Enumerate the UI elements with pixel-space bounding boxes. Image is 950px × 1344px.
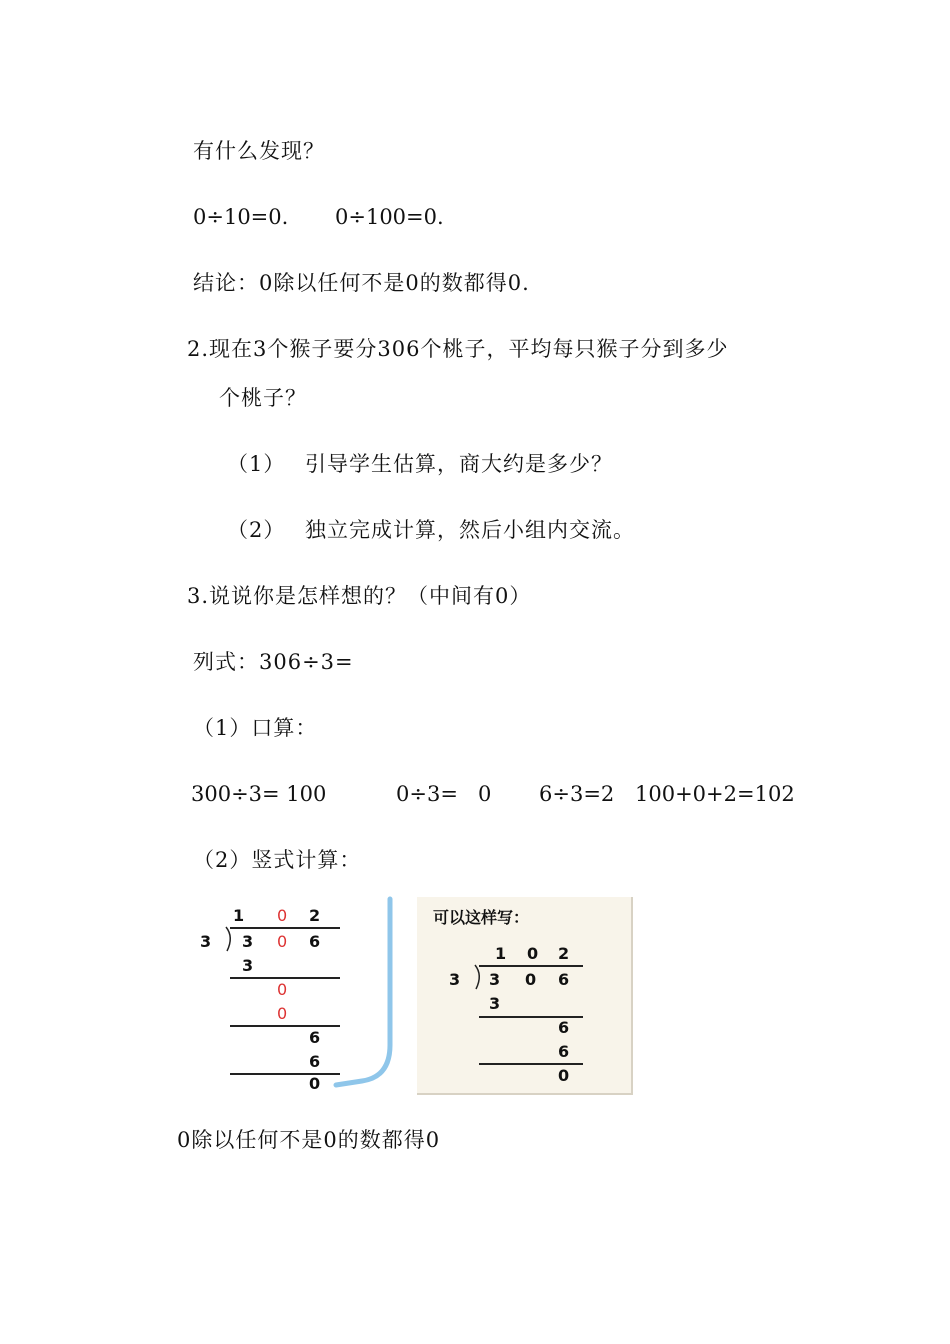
mental-calc-a: 300÷3= 100 (191, 782, 327, 806)
step-digit: 6 (309, 1052, 321, 1071)
step-digit: 0 (309, 1074, 321, 1093)
dividend-digit: 3 (242, 932, 254, 951)
problem-3: 3.说说你是怎样想的？（中间有0） (187, 584, 532, 608)
mental-calc-d: 100+0+2=102 (635, 782, 795, 806)
example-zero-div-100: 0÷100=0. (335, 205, 444, 229)
long-division-figure (192, 895, 632, 1095)
mental-calc-label: （1）口算： (193, 716, 318, 740)
dividend-digit: 3 (489, 970, 501, 989)
quotient-digit: 0 (277, 906, 288, 925)
mental-calc-c: 6÷3=2 (539, 782, 615, 806)
step-2-text: 独立完成计算，然后小组内交流。 (305, 518, 635, 542)
divisor: 3 (449, 970, 461, 989)
division-bracket (473, 963, 485, 991)
formula: 列式：306÷3= (193, 650, 354, 674)
step-digit: 6 (558, 1018, 570, 1037)
dividend-digit: 6 (558, 970, 570, 989)
problem-2-line-2: 个桃子？ (219, 386, 307, 410)
dividend-digit: 0 (525, 970, 537, 989)
conclusion-2: 0除以任何不是0的数都得0 (177, 1128, 441, 1152)
long-division-right (417, 897, 633, 1095)
vertical-calc-label: （2）竖式计算： (193, 848, 362, 872)
right-panel-caption: 可以这样写： (433, 908, 530, 927)
step-digit: 6 (309, 1028, 321, 1047)
quotient-digit: 2 (309, 906, 321, 925)
step-1-number: （1） (227, 452, 286, 476)
step-digit: 3 (489, 994, 501, 1013)
paper-border (332, 895, 402, 1095)
step-digit: 3 (242, 956, 254, 975)
dividend-digit: 0 (277, 932, 288, 951)
discovery-question: 有什么发现？ (193, 139, 325, 163)
example-zero-div-10: 0÷10=0. (193, 205, 289, 229)
division-bracket (224, 925, 236, 953)
dividend-digit: 6 (309, 932, 321, 951)
quotient-digit: 1 (233, 906, 245, 925)
step-2-number: （2） (227, 518, 286, 542)
step-1-text: 引导学生估算，商大约是多少？ (305, 452, 613, 476)
step-digit: 0 (277, 980, 288, 999)
mental-calc-b: 0÷3= 0 (396, 782, 492, 806)
quotient-digit: 1 (495, 944, 507, 963)
step-digit: 0 (558, 1066, 570, 1085)
quotient-digit: 2 (558, 944, 570, 963)
step-digit: 0 (277, 1004, 288, 1023)
step-digit: 6 (558, 1042, 570, 1061)
conclusion-1: 结论：0除以任何不是0的数都得0. (193, 271, 530, 295)
problem-2-line-1: 2.现在3个猴子要分306个桃子，平均每只猴子分到多少 (187, 337, 729, 361)
divisor: 3 (200, 932, 212, 951)
quotient-digit: 0 (527, 944, 539, 963)
